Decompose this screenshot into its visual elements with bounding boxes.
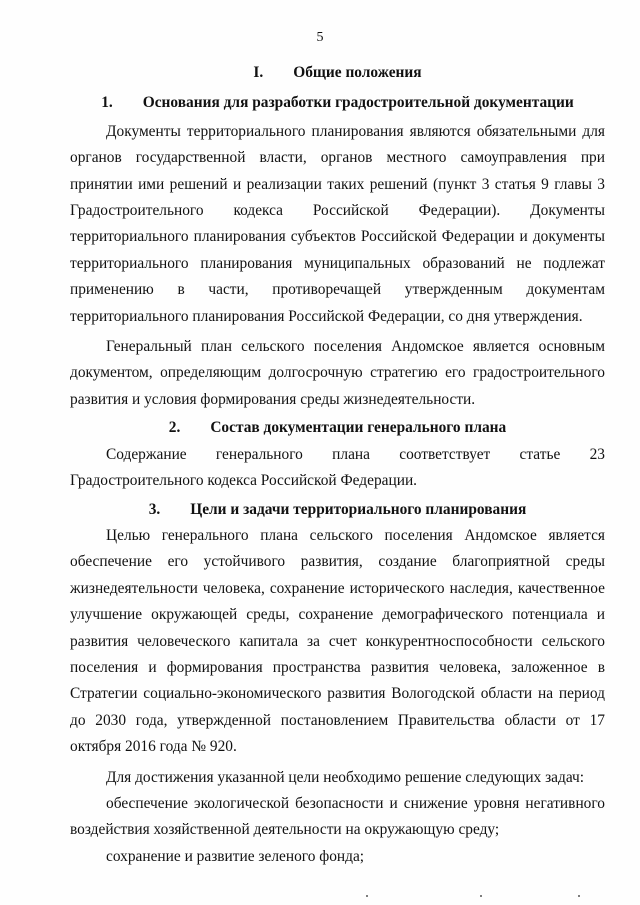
subsection-number-1: 1.: [101, 94, 113, 112]
subsection-title-2: Состав документации генерального плана: [210, 419, 507, 437]
subsection-number-2: 2.: [168, 419, 181, 437]
paragraph-2-1: Содержание генерального плана соответствует статье 23 Градостроительного кодекса Российской Федерации.: [70, 445, 605, 490]
subsection-title-3: Цели и задачи территориального планирования: [190, 500, 527, 518]
subsection-title-1: Основания для разработки градостроительной документации: [142, 94, 574, 112]
paragraph-3-2: Для достижения указанной цели необходимо решение следующих задач:: [106, 768, 585, 786]
section-number: I.: [253, 64, 264, 81]
paragraph-3-4: сохранение и развитие зеленого фонда;: [106, 847, 365, 865]
paragraph-1-1: Документы территориального планирования являются обязательными для органов государственной власти, органов местного самоуправления при принятии ими решений и реализации таких решений (пункт 3 статья 9 главы 3 Градостроительного кодекса Российской Федерации). Документы территориального планирования субъектов Российской Федерации и документы территориального планирования муниципальных образований не подлежат применению в части, противоречащей утвержденным документам территориального планирования Российской Федерации, со дня утверждения.: [70, 122, 605, 325]
subsection-heading-3: [70, 497, 605, 523]
paragraph-3-3: обеспечение экологической безопасности и снижение уровня негативного воздействия хозяйственной деятельности на окружающую среду;: [70, 794, 605, 839]
section-heading: [70, 60, 605, 86]
document-body: [70, 60, 605, 870]
page-number: 5: [316, 30, 324, 45]
section-title: Общие положения: [293, 64, 422, 81]
scan-edge-marks: [300, 893, 590, 899]
subsection-heading-1: [70, 90, 605, 116]
paragraph-1-2: Генеральный план сельского поселения Андомское является основным документом, определяющим долгосрочную стратегию его градостроительного развития и условия формирования среды жизнедеятельности.: [70, 338, 605, 408]
subsection-heading-2: [70, 415, 605, 441]
subsection-number-3: 3.: [148, 500, 161, 518]
paragraph-3-1: Целью генерального плана сельского поселения Андомское является обеспечение его устойчивого развития, создание благоприятной среды жизнедеятельности человека, сохранение исторического наследия, качественное улучшение окружающей среды, сохранение демографического потенциала и развития человеческого капитала за счет конкурентноспособности сельского поселения и формирования пространства развития человека, заложенное в Стратегии социально-экономического развития Вологодской области на период до 2030 года, утвержденной постановлением Правительства области от 17 октября 2016 года № 920.: [70, 526, 605, 756]
